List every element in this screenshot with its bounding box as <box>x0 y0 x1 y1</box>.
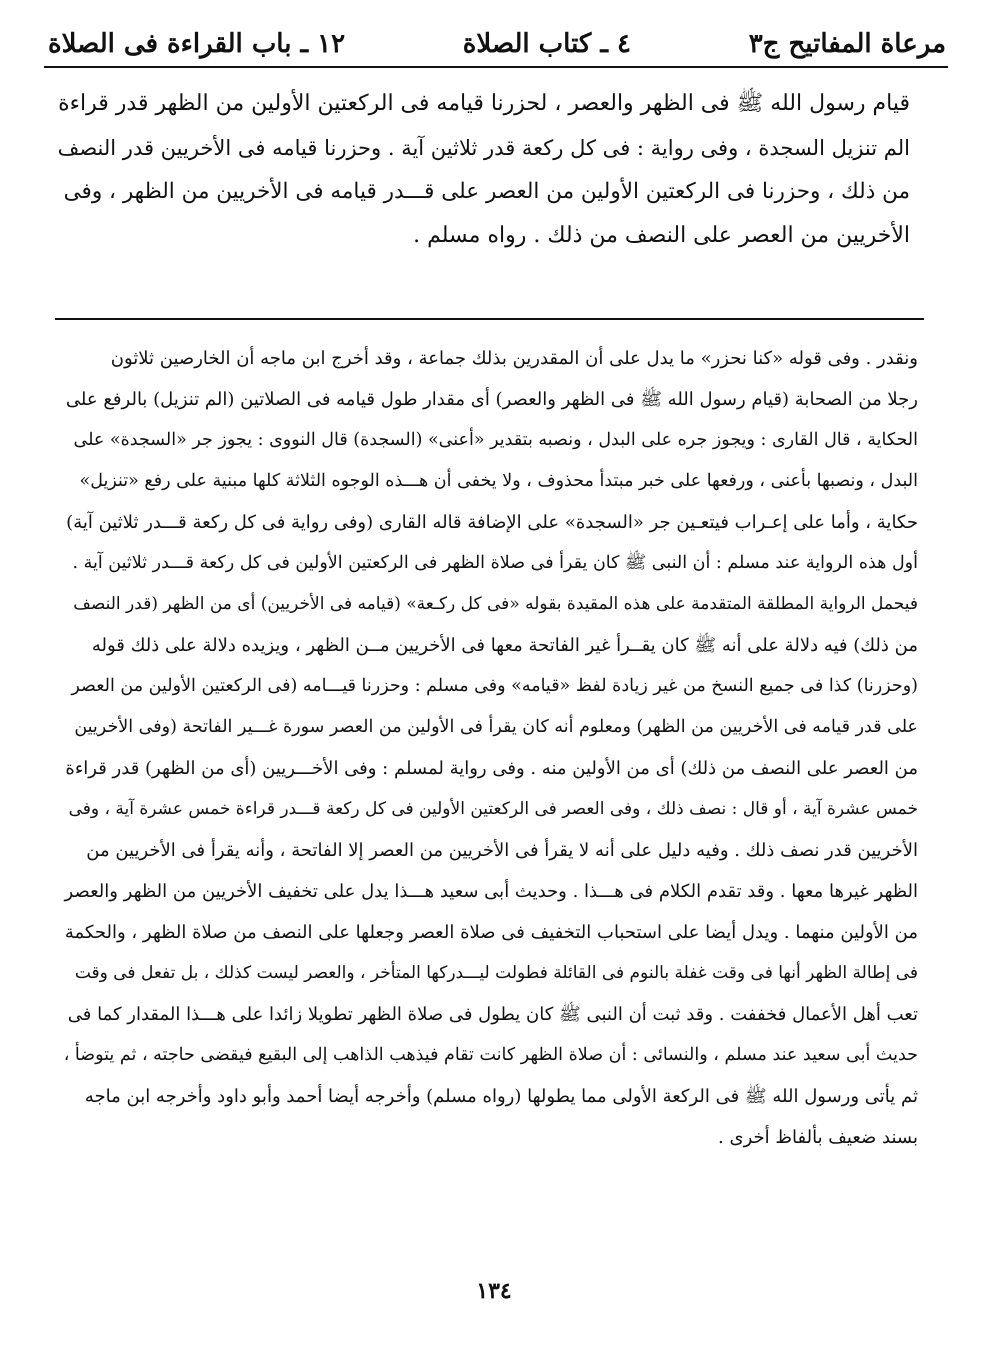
running-header <box>48 22 946 66</box>
commentary-line: الأخريين قدر نصف ذلك . وفيه دليل على أنه لا يقرأ فى الأخريين من العصر إلا الفاتحة ، وأنه يقرأ فى الأخريين من <box>86 840 918 861</box>
commentary-line: (وحزرنا) كذا فى جميع النسخ من غير زيادة لفظ «قيامه» وفى مسلم : وحزرنا قيـــامه (فى الركعتين الأولين من العصر <box>71 676 918 696</box>
commentary-line: خمس عشرة آية ، أو قال : نصف ذلك ، وفى العصر فى الركعتين الأولين فى كل ركعة قـــدر قراءة خمس عشرة آية ، وفى <box>68 799 918 819</box>
commentary-line: الظهر غيرها معها . وقد تقدم الكلام فى هـــذا . وحديث أبى سعيد هـــذا يدل على تخفيف الأخريين من الظهر والعصر <box>64 881 918 902</box>
commentary-line: ثم يأتى ورسول الله ﷺ فى الركعة الأولى مما يطولها (رواه مسلم) وأخرجه أيضا أحمد وأبو داود وأخرجه ابن ماجه <box>84 1086 918 1107</box>
commentary-line: فيحمل الرواية المطلقة المتقدمة على هذه المقيدة بقوله «فى كل ركـعة» (قيامه فى الأخريين) أى من الظهر (قدر النصف <box>73 594 918 614</box>
header-bab: ١٢ ـ باب القراءة فى الصلاة <box>48 29 346 59</box>
commentary-line: الحكاية ، قال القارى : ويجوز جره على البدل ، ونصبه بتقدير «أعنى» (السجدة) قال النووى : يجوز جر «السجدة» على <box>73 430 918 450</box>
commentary-line: البدل ، ونصبها بأعنى ، ورفعها على خبر مبتدأ محذوف ، ولا يخفى أن هـــذه الوجوه الثلاثة كلها مبنية على رفع «تنزيل» <box>79 471 918 491</box>
header-rule <box>44 66 948 68</box>
header-book-title: مرعاة المفاتيح ج٣ <box>748 29 946 59</box>
commentary-line: بسند ضعيف بألفاظ أخرى . <box>718 1127 918 1148</box>
hadith-line: الأخريين من العصر على النصف من ذلك . رواه مسلم . <box>413 223 910 248</box>
hadith-line: من ذلك ، وحزرنا فى الركعتين الأولين من العصر على قـــدر قيامه فى الأخريين من الظهر ، وفى <box>63 179 910 204</box>
commentary-text <box>60 338 918 1158</box>
commentary-line: من العصر على النصف من ذلك) أى من الأولين منه . وفى رواية لمسلم : وفى الأخـــريين (أى من الظهر) قدر قراءة <box>65 758 918 779</box>
commentary-line: تعب أهل الأعمال فخففت . وقد ثبت أن النبى ﷺ كان يطول فى صلاة الظهر تطويلا زائدا على هـــذا المقدار كما فى <box>67 1004 918 1025</box>
header-kitab: ٤ ـ كتاب الصلاة <box>462 29 631 59</box>
page-number: ١٣٤ <box>476 1278 512 1304</box>
section-divider <box>55 318 924 320</box>
commentary-line: رجلا من الصحابة (قيام رسول الله ﷺ فى الظهر والعصر) أى مقدار طول قيامه فى الصلاتين (الم تنزيل) بالرفع على <box>65 389 918 410</box>
commentary-line: من الأولين منهما . ويدل أيضا على استحباب التخفيف فى صلاة العصر وجعلها على النصف من صلاة الظهر ، والحكمة <box>64 922 918 943</box>
commentary-line: حديث أبى سعيد عند مسلم ، والنسائى : أن صلاة الظهر كانت تقام فيذهب الذاهب إلى البقيع فيقضى حاجته ، ثم يتوضأ ، <box>63 1045 918 1065</box>
commentary-line: على قدر قيامه فى الأخريين من الظهر) ومعلوم أنه كان يقرأ فى الأولين من العصر سورة غـــير الفاتحة (وفى الأخريين <box>74 717 918 737</box>
commentary-line: حكاية ، وأما على إعـراب فيتعـين جر «السجدة» على الإضافة قاله القارى (وفى رواية فى كل ركعة قـــدر ثلاثين آية) <box>66 512 918 533</box>
commentary-line: أول هذه الرواية عند مسلم : أن النبى ﷺ كان يقرأ فى صلاة الظهر فى الركعتين الأولين فى كل ركعة قـــدر ثلاثين آية . <box>72 553 918 573</box>
commentary-line: من ذلك) فيه دلالة على أنه ﷺ كان يقــرأ غير الفاتحة معها فى الأخريين مــن الظهر ، ويزيده دلالة على ذلك قوله <box>91 635 918 656</box>
hadith-text <box>56 82 910 258</box>
commentary-line: ونقدر . وفى قوله «كنا نحزر» ما يدل على أن المقدرين بذلك جماعة ، وقد أخرج ابن ماجه أن الخارصين ثلاثون <box>110 348 918 369</box>
hadith-line: الم تنزيل السجدة ، وفى رواية : فى كل ركعة قدر ثلاثين آية . وحزرنا قيامه فى الأخريين قدر النصف <box>57 136 910 160</box>
commentary-line: فى إطالة الظهر أنها فى وقت غفلة بالنوم فى القائلة فطولت ليـــدركها المتأخر ، والعصر ليست كذلك ، بل تفعل فى وقت <box>74 963 918 983</box>
hadith-line: قيام رسول الله ﷺ فى الظهر والعصر ، لحزرنا قيامه فى الركعتين الأولين من الظهر قدر قراءة <box>58 91 910 116</box>
